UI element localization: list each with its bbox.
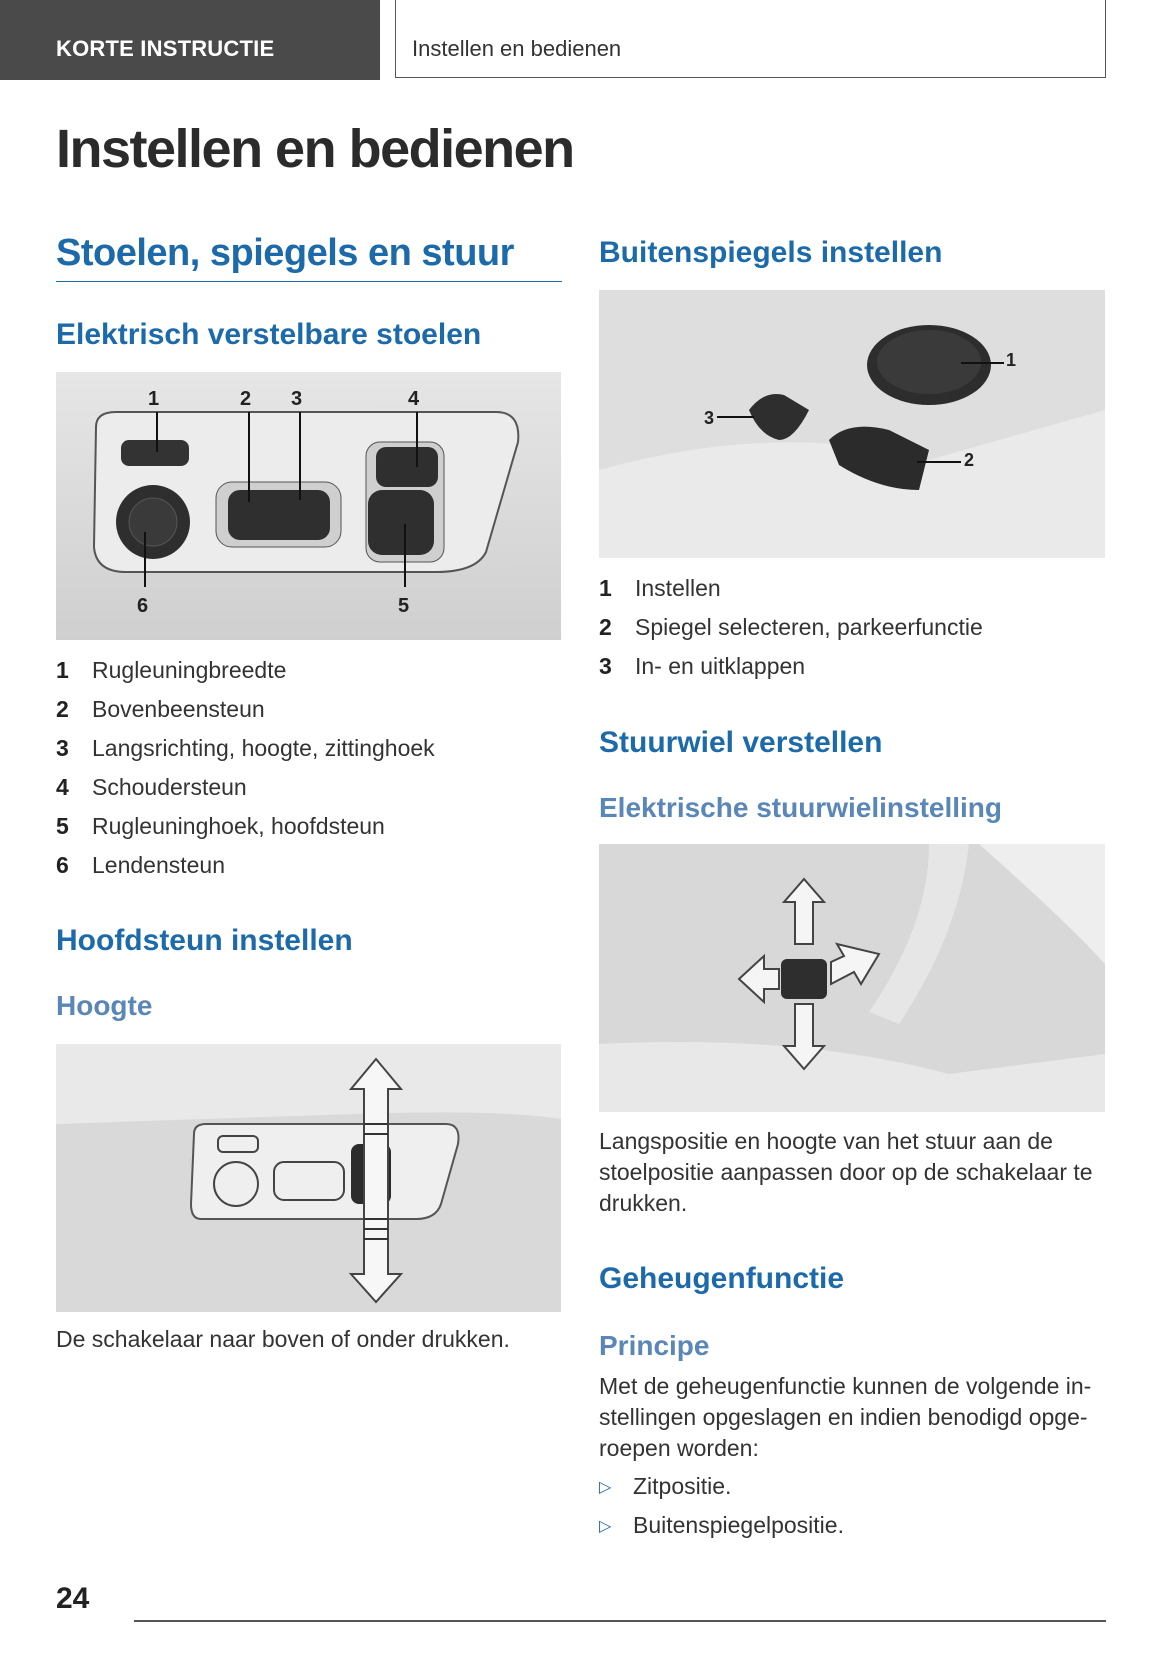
list-item xyxy=(599,647,983,686)
item-label: In- en uitklappen xyxy=(635,653,806,679)
item-number: 3 xyxy=(599,653,612,679)
subheading-height: Hoogte xyxy=(56,990,153,1021)
list-item xyxy=(599,1506,844,1545)
list-item xyxy=(56,651,435,690)
list-item xyxy=(56,807,435,846)
item-label: Schoudersteun xyxy=(92,774,247,800)
item-number: 6 xyxy=(56,852,69,878)
chapter-tab: Instellen en bedienen xyxy=(395,0,1106,78)
bullet-text: Zitpositie. xyxy=(633,1473,732,1499)
callout-1: 1 xyxy=(1006,350,1017,370)
item-number: 4 xyxy=(56,774,69,800)
text-line: drukken. xyxy=(599,1190,688,1216)
section-tab: KORTE INSTRUCTIE xyxy=(0,0,380,80)
page-title: Instellen en bedienen xyxy=(56,119,574,179)
text-line: stoelpositie aanpassen door op de schakelaar te xyxy=(599,1159,1093,1185)
heading-headrest: Hoofdsteun instellen xyxy=(56,924,353,957)
footer-divider xyxy=(134,1620,1106,1622)
item-label: Rugleuningbreedte xyxy=(92,657,287,683)
list-item xyxy=(599,608,983,647)
list-item xyxy=(56,690,435,729)
bullet-text: Buitenspiegelpositie. xyxy=(633,1512,844,1538)
item-label: Langsrichting, hoogte, zittinghoek xyxy=(92,735,435,761)
headrest-switch-figure xyxy=(56,1044,561,1312)
steering-caption xyxy=(599,1126,1093,1219)
heading-memory-function: Geheugenfunctie xyxy=(599,1262,845,1295)
steering-adjust-figure xyxy=(599,844,1105,1112)
list-item xyxy=(56,768,435,807)
heading-electric-seats: Elektrisch verstelbare stoelen xyxy=(56,318,482,351)
item-label: Bovenbeensteun xyxy=(92,696,265,722)
callout-1: 1 xyxy=(148,388,160,410)
callout-3: 3 xyxy=(704,408,715,428)
item-number: 1 xyxy=(599,575,612,601)
list-item xyxy=(56,846,435,885)
page-number: 24 xyxy=(56,1582,90,1615)
callout-2: 2 xyxy=(240,388,252,410)
section-heading-seats-mirrors-wheel: Stoelen, spiegels en stuur xyxy=(56,232,562,282)
mirror-legend-list xyxy=(599,569,983,686)
seat-controls-figure xyxy=(56,372,561,640)
headrest-switch-illustration xyxy=(56,1044,561,1312)
heading-exterior-mirrors: Buitenspiegels instellen xyxy=(599,236,943,269)
heading-steering-wheel: Stuurwiel verstellen xyxy=(599,726,883,759)
item-label: Lendensteun xyxy=(92,852,226,878)
text-line: stellingen opgeslagen en indien benodigd opge- xyxy=(599,1404,1088,1430)
text-line: Langspositie en hoogte van het stuur aan de xyxy=(599,1128,1053,1154)
text-line: Met de geheugenfunctie kunnen de volgende in- xyxy=(599,1373,1092,1399)
item-label: Spiegel selecteren, parkeerfunctie xyxy=(635,614,983,640)
item-number: 1 xyxy=(56,657,69,683)
callout-4: 4 xyxy=(408,388,420,410)
item-label: Instellen xyxy=(635,575,721,601)
item-number: 3 xyxy=(56,735,69,761)
callout-3: 3 xyxy=(291,388,303,410)
item-number: 2 xyxy=(599,614,612,640)
text-line: roepen worden: xyxy=(599,1435,759,1461)
mirror-controls-illustration xyxy=(599,290,1105,558)
callout-5: 5 xyxy=(398,595,410,617)
triangle-bullet-icon: ▷ xyxy=(599,1517,612,1535)
callout-6: 6 xyxy=(137,595,149,617)
callout-2: 2 xyxy=(964,450,975,470)
headrest-caption: De schakelaar naar boven of onder drukken. xyxy=(56,1326,510,1352)
list-item xyxy=(56,729,435,768)
steering-adjust-illustration xyxy=(599,844,1105,1112)
subheading-electric-steering: Elektrische stuurwielinstelling xyxy=(599,792,1003,823)
memory-bullet-list xyxy=(599,1467,844,1545)
item-number: 2 xyxy=(56,696,69,722)
mirror-controls-figure xyxy=(599,290,1105,558)
seat-controls-illustration xyxy=(56,372,561,640)
memory-paragraph xyxy=(599,1371,1091,1464)
seat-legend-list xyxy=(56,651,435,885)
triangle-bullet-icon: ▷ xyxy=(599,1478,612,1496)
subheading-principle: Principe xyxy=(599,1330,710,1361)
item-number: 5 xyxy=(56,813,69,839)
item-label: Rugleuninghoek, hoofdsteun xyxy=(92,813,385,839)
list-item xyxy=(599,569,983,608)
list-item xyxy=(599,1467,844,1506)
